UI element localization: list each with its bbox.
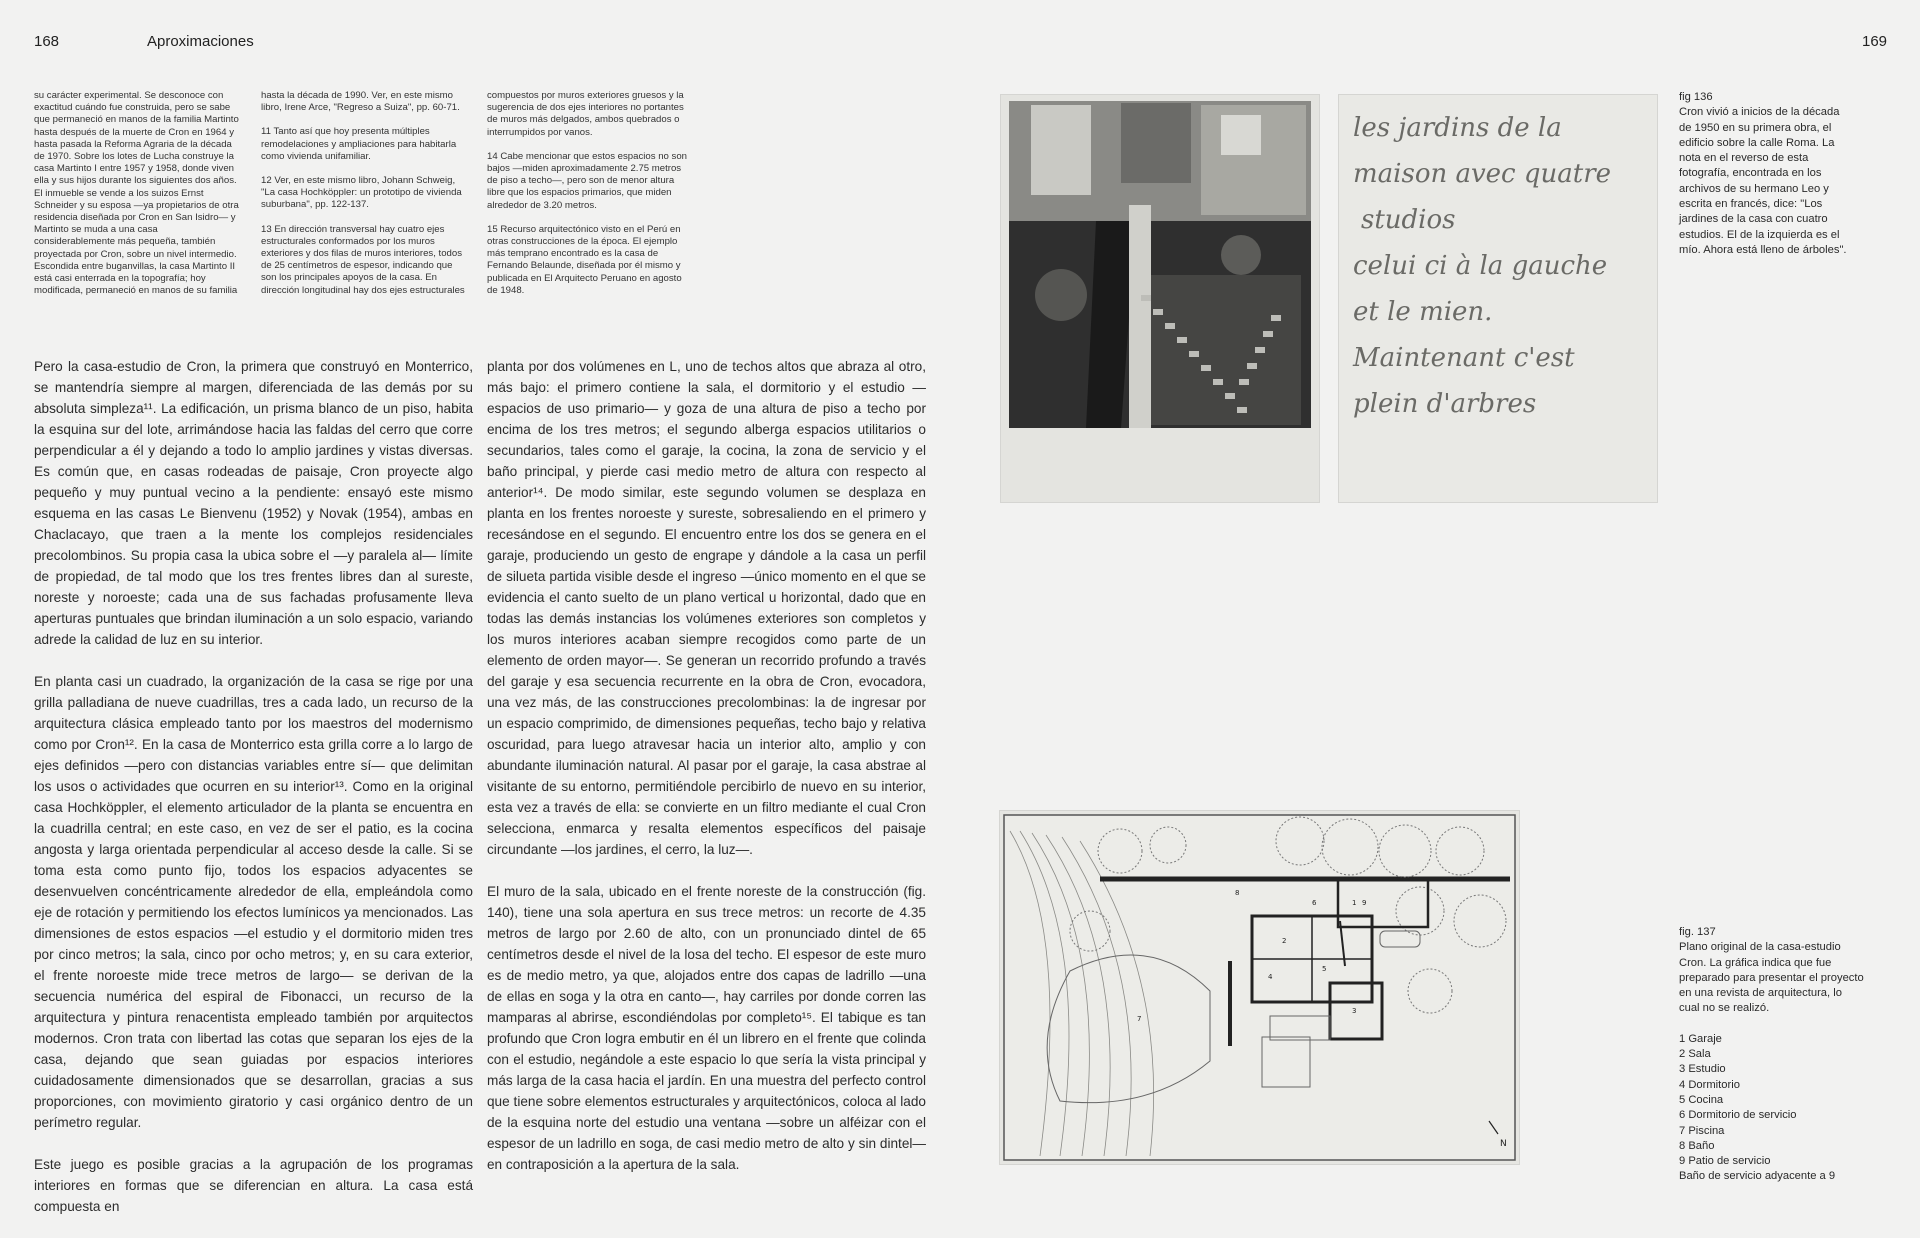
left-page-number: 168	[34, 33, 60, 50]
legend-item: 6 Dormitorio de servicio	[1679, 1109, 1797, 1122]
footnote-14: 14 Cabe mencionar que estos espacios no son bajos —miden aproximadamente 2.75 metros de piso a techo—, pero son de menor altura libre que los espacios primarios, que miden alrededor de 3.20 metros.	[487, 150, 687, 211]
handwritten-lines	[1353, 105, 1653, 427]
legend-item: 9 Patio de servicio	[1679, 1155, 1771, 1168]
north-arrow-label: N	[1500, 1139, 1507, 1149]
body-paragraph: Pero la casa-estudio de Cron, la primera que construyó en Monterrico, se mantendría siempre al margen, diferenciada de las demás por su absoluta simpleza¹¹. La edificación, un prisma blanco de un piso, habita la esquina sur del lote, arrimándose hacia las faldas del cerro que corre perpendicular a él y dejando a todo lo amplio jardines y vistas diversas. Es común que, en casas rodeadas de paisaje, Cron proyecte algo pequeño y muy puntual vecino a la pendiente: ensayó este mismo esquema en las casas Le Bienvenu (1952) y Novak (1954), ambas en Chaclacayo, que traen a la mente los complejos residenciales precolombinos. Su propia casa la ubica sobre el —y paralela al— límite de propiedad, de tal modo que los tres frentes libres dan al sureste, noreste y noroeste; cada una de sus fachadas profusamente lleva aperturas puntuales que brindan iluminación a un solo espacio, variando adrede la calidad de luz en su interior.	[34, 359, 473, 647]
body-column-2	[487, 356, 926, 1196]
fig-137-text: Plano original de la casa-estudio Cron. La gráfica indica que fue preparado para presentar el proyecto en una revista de arquitectura, lo cual no se realizó.	[1679, 941, 1864, 1015]
footnote-13: 13 En dirección transversal hay cuatro ejes estructurales conformados por los muros exteriores y dos filas de muros interiores, todos de 25 centímetros de espesor, indicando que son los principales apoyos de la casa. En dirección longitudinal hay dos ejes estructurales	[261, 223, 465, 296]
fig-136-photo	[1001, 95, 1319, 502]
handwriting-line: studios	[1361, 205, 1456, 235]
legend-item: 8 Baño	[1679, 1139, 1715, 1152]
room-number-7: 7	[1137, 1015, 1142, 1023]
room-number-5: 5	[1322, 965, 1327, 973]
handwriting-line: plein d'arbres	[1353, 389, 1537, 419]
body-paragraph: El muro de la sala, ubicado en el frente noreste de la construcción (fig. 140), tiene una sola apertura en sus trece metros: un recorte de 4.35 metros de largo por 2.60 de alto, con un pronunciado dintel de 65 centímetros desde el nivel de la losa del techo. El espesor de este muro es de medio metro, ya que, alojados entre dos capas de ladrillo —una de ellas en soga y la otra en canto—, hay carriles por donde corren las mamparas al abrirse, escondiéndolas por completo¹⁵. El tabique es tan profundo que Cron logra embutir en él un librero en el frente que colinda con el estudio, negándole a este espacio lo que sería la vista principal y más larga de la casa hacia el jardín. En una muestra del perfecto control que tiene sobre elementos estructurales y arquitectónicos, coloca al lado de la esquina norte del estudio una ventana —sobre un alféizar con el espesor de un ladrillo en soga, de casi medio metro de alto y sin dintel— en contraposición a la apertura de la sala.	[487, 884, 926, 1172]
footnote-12: 12 Ver, en este mismo libro, Johann Schweig, "La casa Hochköppler: un prototipo de vivienda suburbana", pp. 122-137.	[261, 175, 462, 211]
room-number-1: 1	[1352, 899, 1357, 907]
legend-item: 4 Dormitorio	[1679, 1078, 1740, 1091]
legend-item: Baño de servicio adyacente a 9	[1679, 1170, 1836, 1183]
floor-plan-drawing	[1000, 811, 1519, 1164]
footnote-11: 11 Tanto así que hoy presenta múltiples remodelaciones y ampliaciones para habitarla como vivienda unifamiliar.	[261, 126, 457, 162]
body-column-1	[34, 356, 473, 1238]
footnote-continuation: su carácter experimental. Se desconoce con exactitud cuándo fue construida, pero se sabe que permaneció en manos de la familia Martinto hasta después de la muerte de Cron en 1964 y hasta pasada la Reforma Agraria de la década de 1970. Sobre los lotes de Lucha construye la casa Martinto I entre 1957 y 1958, donde viven ella y sus hijos durante los siguientes dos años. El inmueble se vende a los suizos Ernst Schneider y su esposa —ya propietarios de otra residencia diseñada por Cron en San Isidro— y Martinto se muda a una casa considerablemente más pequeña, también proyectada por Cron, sobre un nivel intermedio. Escondida entre buganvillas, la casa Martinto II está casi enterrada en la topografía; hoy modificada, permaneció en manos de su familia	[34, 90, 239, 297]
footnotes-column-2	[261, 90, 467, 309]
handwriting-line: Maintenant c'est	[1353, 343, 1575, 373]
body-paragraph: planta por dos volúmenes en L, uno de techos altos que abraza al otro, más bajo: el primero contiene la sala, el dormitorio y el estudio —espacios de uso primario— y goza de una altura de piso a techo por encima de los tres metros; el segundo alberga espacios utilitarios o secundarios, tales como el garaje, la cocina, la zona de servicio y el baño principal, y pierde casi medio metro de altura con respecto al anterior¹⁴. De modo similar, este segundo volumen se desplaza en planta en los frentes noroeste y sureste, sobresaliendo en el primero y recesándose en el segundo. El encuentro entre los dos se genera en el garaje, produciendo un gesto de engrape y dándole a la casa un perfil de silueta partida visible desde el ingreso —único momento en el que se evidencia el canto suelto de un plano vertical u horizontal, dado que en todas las demás instancias los volúmenes exteriores son completos y los muros interiores acaban siempre recogidos como parte de un elemento de orden mayor—. Se generan un recorrido profundo a través del garaje y esa secuencia recurrente en la obra de Cron, evocadora, una vez más, de las construcciones precolombinas: la de ingresar por un espacio comprimido, de dimensiones pequeñas, techo bajo y relativa oscuridad, para luego atravesar hacia un interior alto, amplio y con abundante iluminación natural. Al pasar por el garaje, la casa abstrae al visitante de su entorno, permitiéndole percibirlo de nuevo en su interior, esta vez a través de ella: se convierte en un filtro mediante el cual Cron selecciona, enmarca y resalta elementos específicos del paisaje circundante —los jardines, el cerro, la luz—.	[487, 359, 926, 857]
legend-item: 5 Cocina	[1679, 1093, 1724, 1106]
handwriting-line: et le mien.	[1353, 297, 1493, 327]
footnote-15: 15 Recurso arquitectónico visto en el Perú en otras construcciones de la época. El ejemplo más temprano encontrado es la casa de Fernando Belaunde, diseñada por él mismo y publicada en El Arquitecto Peruano en agosto de 1948.	[487, 223, 682, 296]
legend-item: 2 Sala	[1679, 1048, 1711, 1061]
room-number-4: 4	[1268, 973, 1273, 981]
fig-137-label: fig. 137	[1679, 926, 1716, 938]
footnotes-column-1	[34, 90, 240, 309]
body-paragraph: En planta casi un cuadrado, la organización de la casa se rige por una grilla palladiana de nueve cuadrillas, tres a cada lado, un recurso de la arquitectura clásica empleado tanto por los maestros del modernismo como por Cron¹². En la casa de Monterrico esta grilla corre a lo largo de ejes definidos —pero con distancias variables entre sí— que delimitan los usos o actividades que ocurren en su interior¹³. Como en la original casa Hochköppler, el elemento articulador de la planta se encuentra en la cuadrilla central; en este caso, en vez de ser el patio, es la cocina angosta y larga orientada perpendicular al acceso desde la calle. Si se toma esta como punto fijo, todos los espacios adyacentes se desenvuelven concéntricamente alrededor de ella, empleándola como eje de rotación y permitiendo los efectos lumínicos ya mencionados. Las dimensiones de estos espacios —el estudio y el dormitorio miden tres por cinco metros; la sala, cinco por ocho metros; y, en su cara exterior, el frente noroeste mide trece metros de largo— se derivan de la secuencia numérica del espiral de Fibonacci, un recurso de la arquitectura y pintura renacentista empleado también por arquitectos modernos. Cron trata con libertad las cotas que separan los ejes de la casa, dejando que sean guiadas por espacios interiores cuidadosamente dimensionados que se desarrollan, gracias a sus proporciones, con movimiento giratorio y casi orgánico dentro de un perímetro regular.	[34, 674, 473, 1130]
plan-legend	[1679, 1032, 1864, 1185]
fig-137-floor-plan	[1000, 811, 1519, 1164]
right-page-number: 169	[1862, 33, 1888, 50]
section-title: Aproximaciones	[147, 33, 254, 50]
room-number-9: 9	[1362, 899, 1367, 907]
room-number-2: 2	[1282, 937, 1287, 945]
legend-item: 1 Garaje	[1679, 1032, 1722, 1045]
legend-item: 3 Estudio	[1679, 1063, 1726, 1076]
footnote: hasta la década de 1990. Ver, en este mismo libro, Irene Arce, "Regreso a Suiza", pp. 60-71.	[261, 90, 460, 114]
handwriting-line: maison avec quatre	[1353, 159, 1612, 189]
room-number-8: 8	[1235, 889, 1240, 897]
legend-item: 7 Piscina	[1679, 1124, 1725, 1137]
footnote: compuestos por muros exteriores gruesos y la sugerencia de dos ejes interiores no portantes de muros más delgados, ambos quebrados o interrumpidos por vanos.	[487, 90, 684, 138]
handwriting-line: les jardins de la	[1353, 113, 1562, 143]
body-paragraph: Este juego es posible gracias a la agrupación de los programas interiores en formas que se diferencian en altura. La casa está compuesta en	[34, 1157, 473, 1214]
handwritten-note	[1339, 95, 1657, 502]
fig-136-text: Cron vivió a inicios de la década de 1950 en su primera obra, el edificio sobre la calle Roma. La nota en el reverso de esta fotografía, encontrada en los archivos de su hermano Leo y escrita en francés, dice: "Los jardines de la casa con cuatro estudios. El de la izquierda es el mío. Ahora está lleno de árboles".	[1679, 106, 1847, 256]
room-number-3: 3	[1352, 1007, 1357, 1015]
room-number-6: 6	[1312, 899, 1317, 907]
handwriting-line: celui ci à la gauche	[1353, 251, 1608, 281]
fig-137-caption	[1679, 925, 1864, 1185]
footnotes-column-3	[487, 90, 693, 309]
fig-136-caption	[1679, 90, 1854, 258]
aerial-garden-photo	[1001, 95, 1319, 502]
fig-136-label: fig 136	[1679, 91, 1713, 103]
